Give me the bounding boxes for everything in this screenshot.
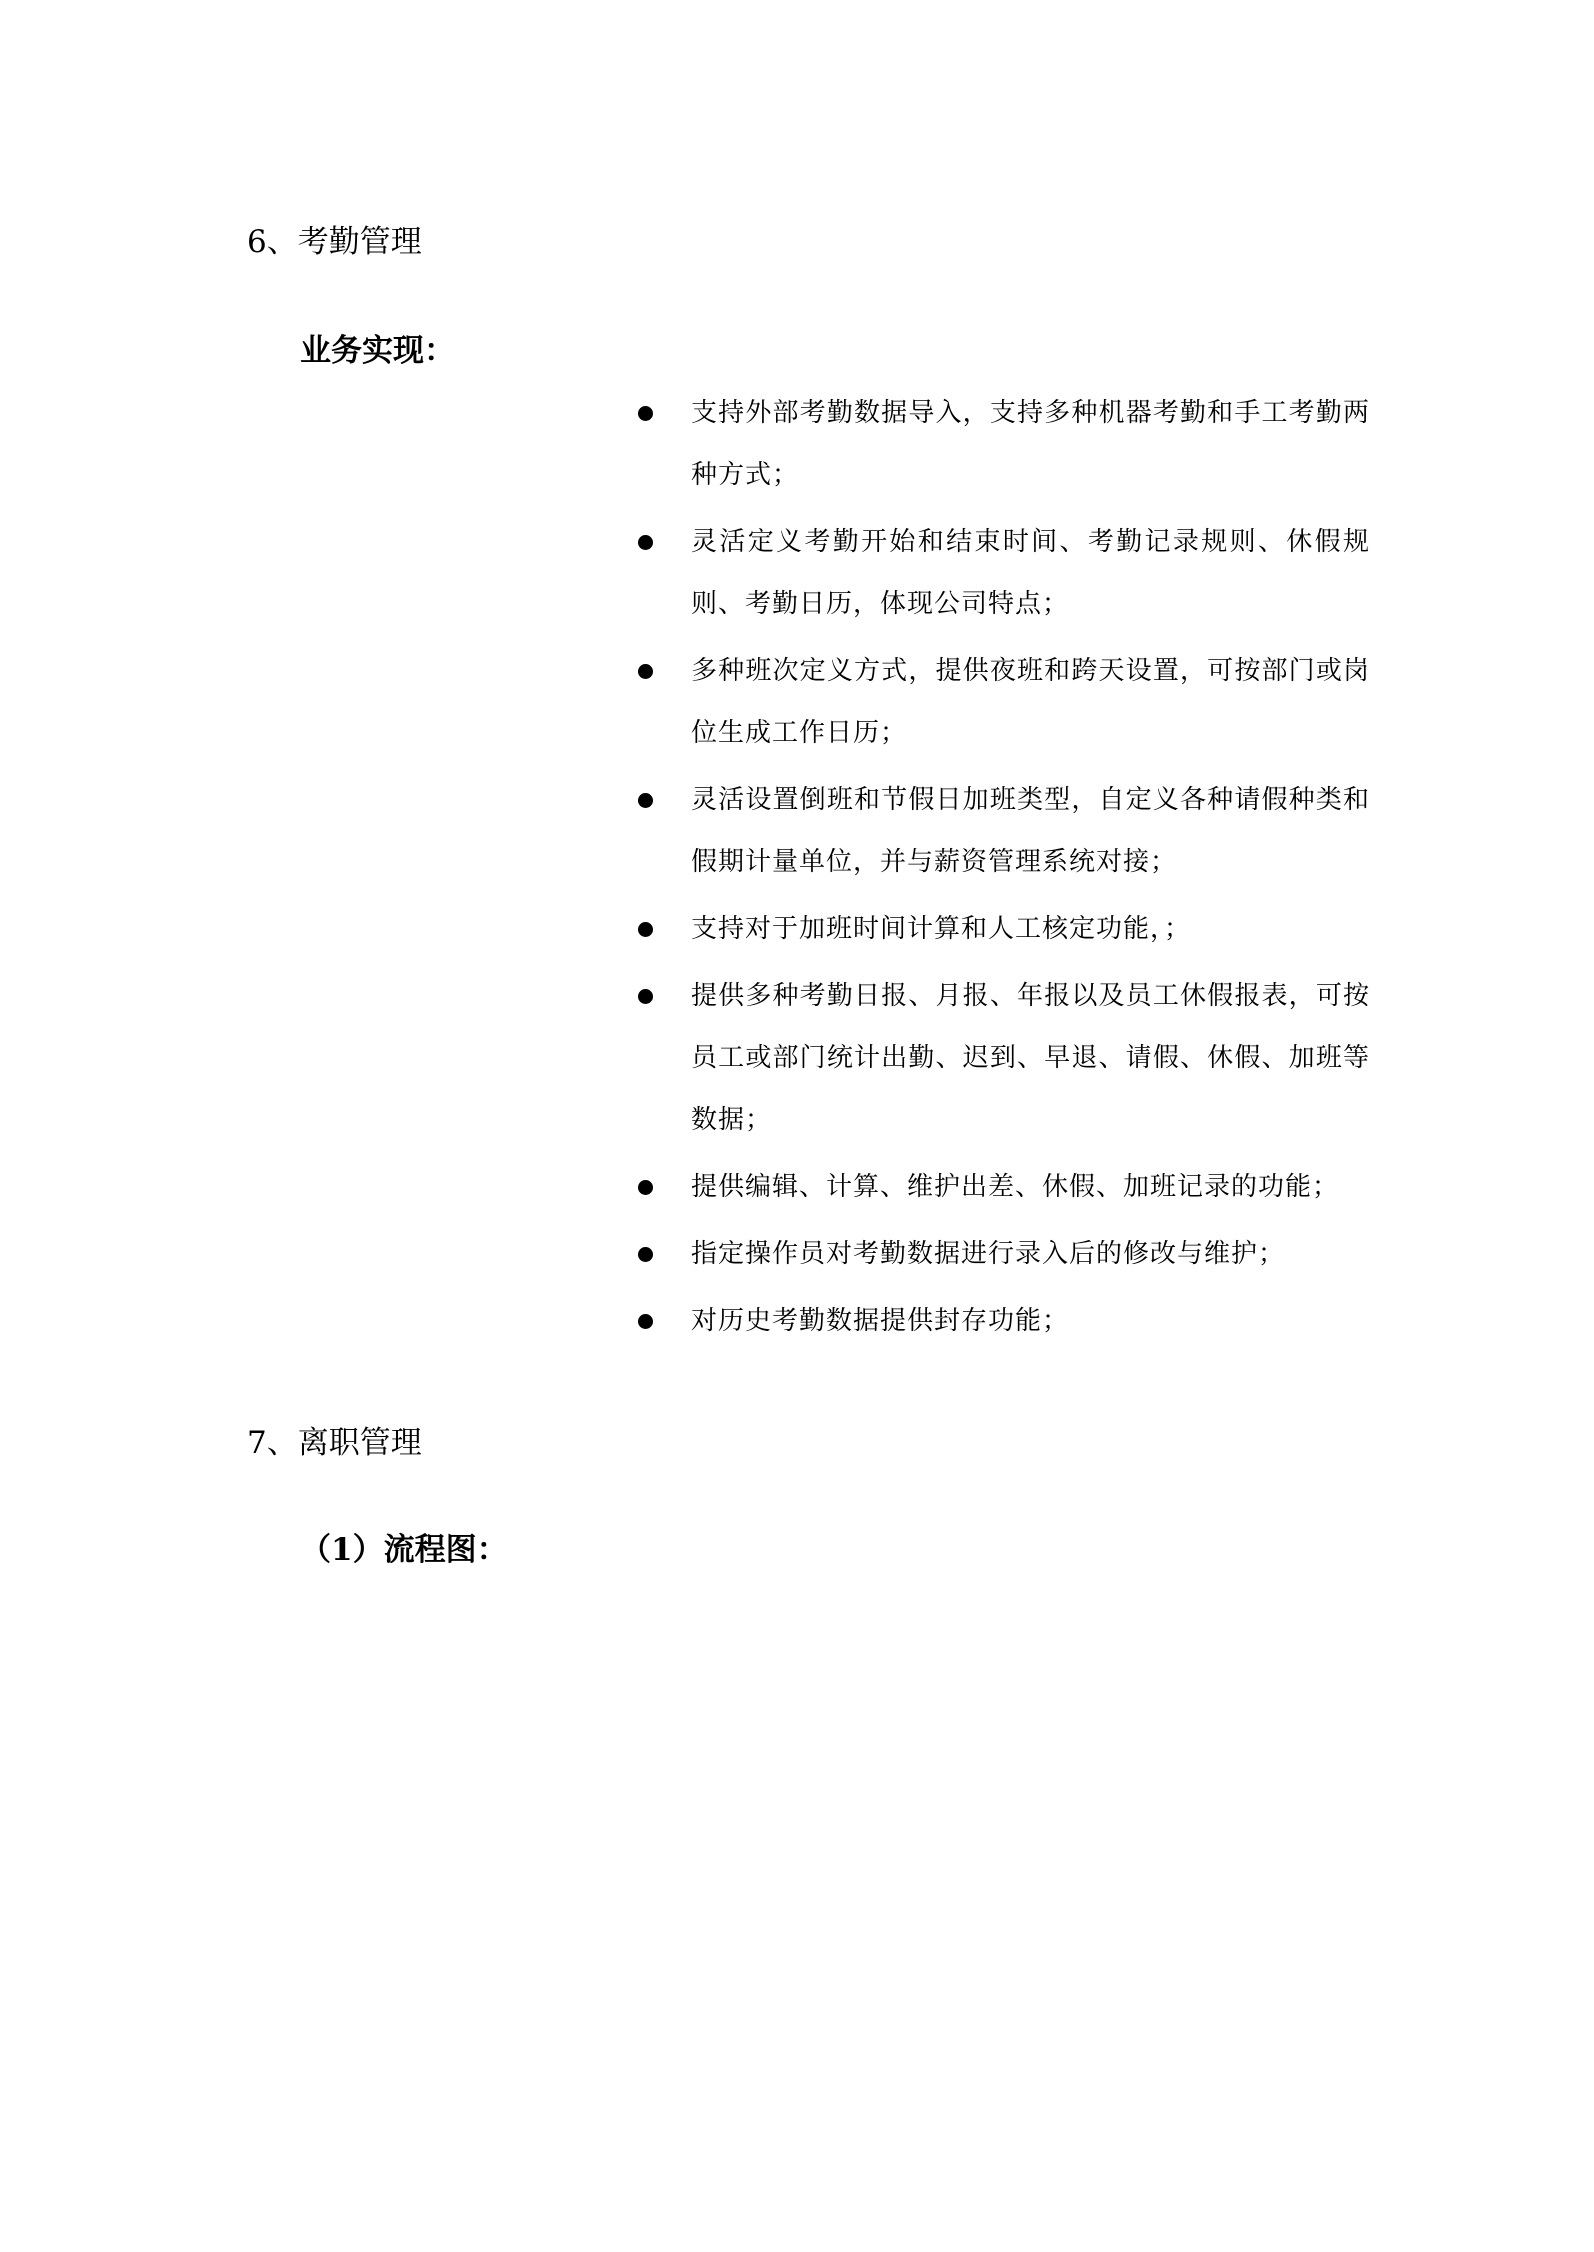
- feature-bullet-text: 提供多种考勤日报、月报、年报以及员工休假报表，可按员工或部门统计出勤、迟到、早退、请假、休假、加班等数据；: [691, 981, 1370, 1135]
- bullet-dot-icon: [638, 535, 653, 550]
- bullet-dot-icon: [638, 664, 653, 679]
- feature-bullet-item: [630, 1223, 1370, 1285]
- feature-bullet-item: [630, 898, 1370, 960]
- feature-bullet-text: 提供编辑、计算、维护出差、休假、加班记录的功能；: [691, 1172, 1340, 1202]
- flowchart-label: （1）流程图：: [300, 1532, 508, 1568]
- feature-bullet-item: [630, 769, 1370, 893]
- feature-bullet-text: 指定操作员对考勤数据进行录入后的修改与维护；: [691, 1239, 1286, 1269]
- bullet-dot-icon: [638, 406, 653, 421]
- section-heading-resignation: 7、离职管理: [247, 1425, 422, 1461]
- feature-bullet-text: 多种班次定义方式，提供夜班和跨天设置，可按部门或岗位生成工作日历；: [691, 656, 1370, 748]
- feature-bullet-item: [630, 640, 1370, 764]
- feature-bullet-item: [630, 511, 1370, 635]
- feature-bullet-item: [630, 1156, 1370, 1218]
- bullet-dot-icon: [638, 1180, 653, 1195]
- bullet-dot-icon: [638, 989, 653, 1004]
- feature-bullet-item: [630, 965, 1370, 1151]
- feature-bullet-text: 支持对于加班时间计算和人工核定功能，；: [691, 914, 1192, 944]
- feature-bullet-text: 灵活定义考勤开始和结束时间、考勤记录规则、休假规则、考勤日历，体现公司特点；: [691, 527, 1370, 619]
- section-heading-attendance: 6、考勤管理: [247, 224, 422, 260]
- bullet-dot-icon: [638, 1247, 653, 1262]
- business-implementation-label: 业务实现：: [300, 333, 455, 369]
- feature-bullet-item: [630, 382, 1370, 506]
- feature-bullet-text: 灵活设置倒班和节假日加班类型，自定义各种请假种类和假期计量单位，并与薪资管理系统对接；: [691, 785, 1370, 877]
- bullet-dot-icon: [638, 1314, 653, 1329]
- feature-bullet-list: [630, 382, 1370, 1357]
- feature-bullet-item: [630, 1290, 1370, 1352]
- feature-bullet-text: 对历史考勤数据提供封存功能；: [691, 1306, 1070, 1336]
- bullet-dot-icon: [638, 793, 653, 808]
- bullet-dot-icon: [638, 922, 653, 937]
- feature-bullet-text: 支持外部考勤数据导入，支持多种机器考勤和手工考勤两种方式；: [691, 398, 1370, 490]
